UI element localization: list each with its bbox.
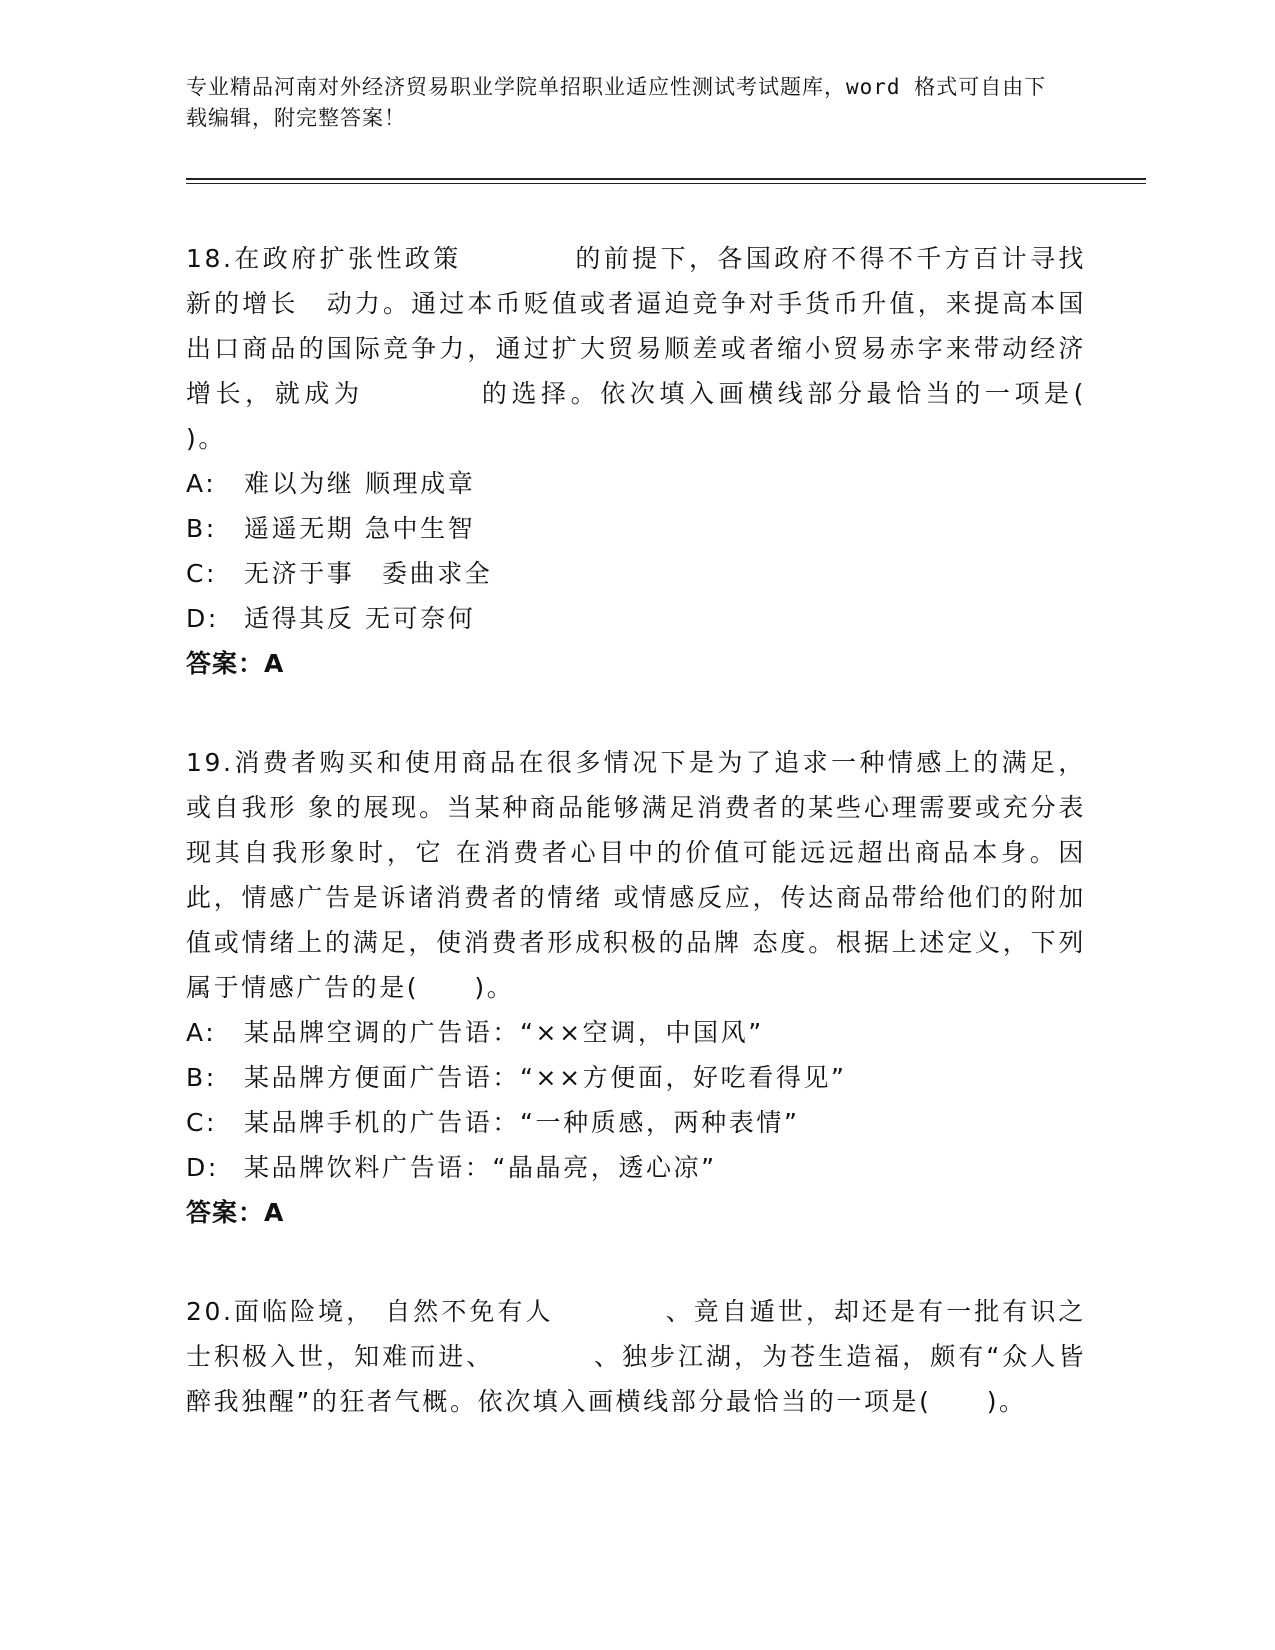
document-header: 专业精品河南对外经济贸易职业学院单招职业适应性测试考试题库，word 格式可自由下载编辑，附完整答案！ xyxy=(186,75,1047,130)
question-19 xyxy=(186,740,1086,1235)
option-d xyxy=(186,1145,1086,1190)
option-label: D: xyxy=(186,604,219,633)
option-label: A: xyxy=(186,1018,217,1047)
option-label: A: xyxy=(186,469,217,498)
option-label: B: xyxy=(186,514,217,543)
option-label: C: xyxy=(186,1108,218,1137)
option-c xyxy=(186,1100,1086,1145)
answer: 答案：A xyxy=(186,1198,285,1227)
header-rule-thin xyxy=(186,183,1146,184)
option-d xyxy=(186,596,1086,641)
option-text: 难以为继 顺理成章 xyxy=(244,469,476,498)
option-b xyxy=(186,1055,1086,1100)
option-text: 某品牌饮料广告语：“晶晶亮，透心凉” xyxy=(244,1153,717,1182)
header-rule-thick xyxy=(186,178,1146,180)
option-label: B: xyxy=(186,1063,217,1092)
option-a xyxy=(186,461,1086,506)
question-20 xyxy=(186,1289,1086,1424)
question-list xyxy=(186,236,1142,1478)
option-text: 某品牌空调的广告语：“××空调，中国风” xyxy=(244,1018,764,1047)
option-label: D: xyxy=(186,1153,219,1182)
question-18 xyxy=(186,236,1142,686)
option-text: 遥遥无期 急中生智 xyxy=(244,514,476,543)
option-text: 某品牌手机的广告语：“一种质感，两种表情” xyxy=(244,1108,800,1137)
option-c xyxy=(186,551,1086,596)
option-label: C: xyxy=(186,559,218,588)
question-stem: 19.消费者购买和使用商品在很多情况下是为了追求一种情感上的满足，或自我形 象的展现。当某种商品能够满足消费者的某些心理需要或充分表现其自我形象时，它 在消费者心目中的价值可能远远超出商品本身。因此，情感广告是诉诸消费者的情绪 或情感反应，传达商品带给他们的附加值或情绪上的满足，使消费者形成积极的品牌 态度。根据上述定义，下列属于情感广告的是( )。 xyxy=(186,748,1086,1002)
option-text: 无济于事 委曲求全 xyxy=(244,559,493,588)
option-text: 某品牌方便面广告语：“××方便面，好吃看得见” xyxy=(244,1063,847,1092)
option-b xyxy=(186,506,1086,551)
question-stem: 18.在政府扩张性政策 的前提下，各国政府不得不千方百计寻找新的增长 动力。通过本币贬值或者逼迫竞争对手货币升值，来提高本国出口商品的国际竞争力，通过扩大贸易顺差或者缩小贸易赤字来带动经济增长，就成为 的选择。依次填入画横线部分最恰当的一项是( )。 xyxy=(186,244,1142,453)
answer: 答案：A xyxy=(186,649,285,678)
option-text: 适得其反 无可奈何 xyxy=(244,604,476,633)
question-stem: 20.面临险境， 自然不免有人 、竟自遁世，却还是有一批有识之士积极入世，知难而进、 、独步江湖，为苍生造福，颇有“众人皆醉我独醒”的狂者气概。依次填入画横线部分最恰当的一项是( )。 xyxy=(186,1297,1086,1416)
option-a xyxy=(186,1010,1086,1055)
